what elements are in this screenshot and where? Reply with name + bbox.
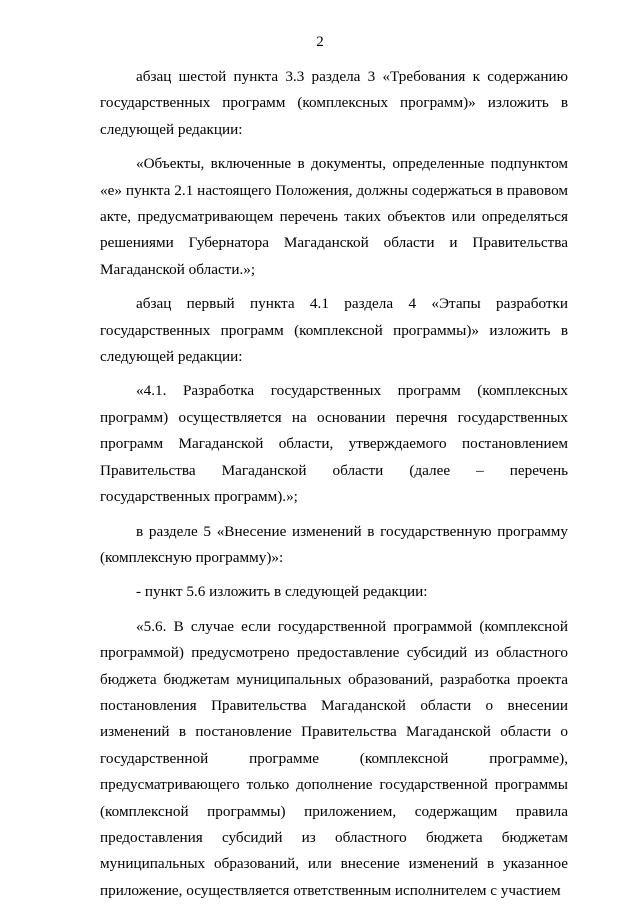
paragraph-5-6-quote: «5.6. В случае если государственной программой (комплексной программой) предусмотрено предоставление субсидий из областного бюджета бюджетам муниципальных образований, разработка проекта постановления Правительства Магаданской области о внесении изменений в постановление Правительства Магаданской области о государственной программе (комплексной программе), предусматривающего только дополнение государственной программы (комплексной программы) приложением, содержащим правила предоставления субсидий из областного бюджета бюджетам муниципальных образований, или внесение изменений в указанное приложение, осуществляется ответственным исполнителем с участием <box>100 617 568 899</box>
paragraph-section-5: в разделе 5 «Внесение изменений в государственную программу (комплексную программу)»: <box>100 522 568 566</box>
paragraph-4-1-quote: «4.1. Разработка государственных программ (комплексных программ) осуществляется на основании перечня государственных программ Магаданской области, утверждаемого постановлением Правительства Магаданской области (далее – перечень государственных программ).»; <box>100 382 568 506</box>
paragraph-objects-quote: «Объекты, включенные в документы, определенные подпунктом «е» пункта 2.1 настоящего Положения, должны содержаться в правовом акте, предусматривающем перечень таких объектов или определяться решениями Губернатора Магаданской области и Правительства Магаданской области.»; <box>100 155 568 278</box>
paragraph-4-1-amendment: абзац первый пункта 4.1 раздела 4 «Этапы разработки государственных программ (комплексной программы)» изложить в следующей редакции: <box>100 295 568 366</box>
paragraph-3-3-amendment: абзац шестой пункта 3.3 раздела 3 «Требования к содержанию государственных программ (комплексных программ)» изложить в следующей редакции: <box>100 68 568 138</box>
paragraph-5-6-instruction: - пункт 5.6 изложить в следующей редакции: <box>136 583 428 601</box>
document-body <box>100 64 568 904</box>
page-number: 2 <box>316 34 324 50</box>
